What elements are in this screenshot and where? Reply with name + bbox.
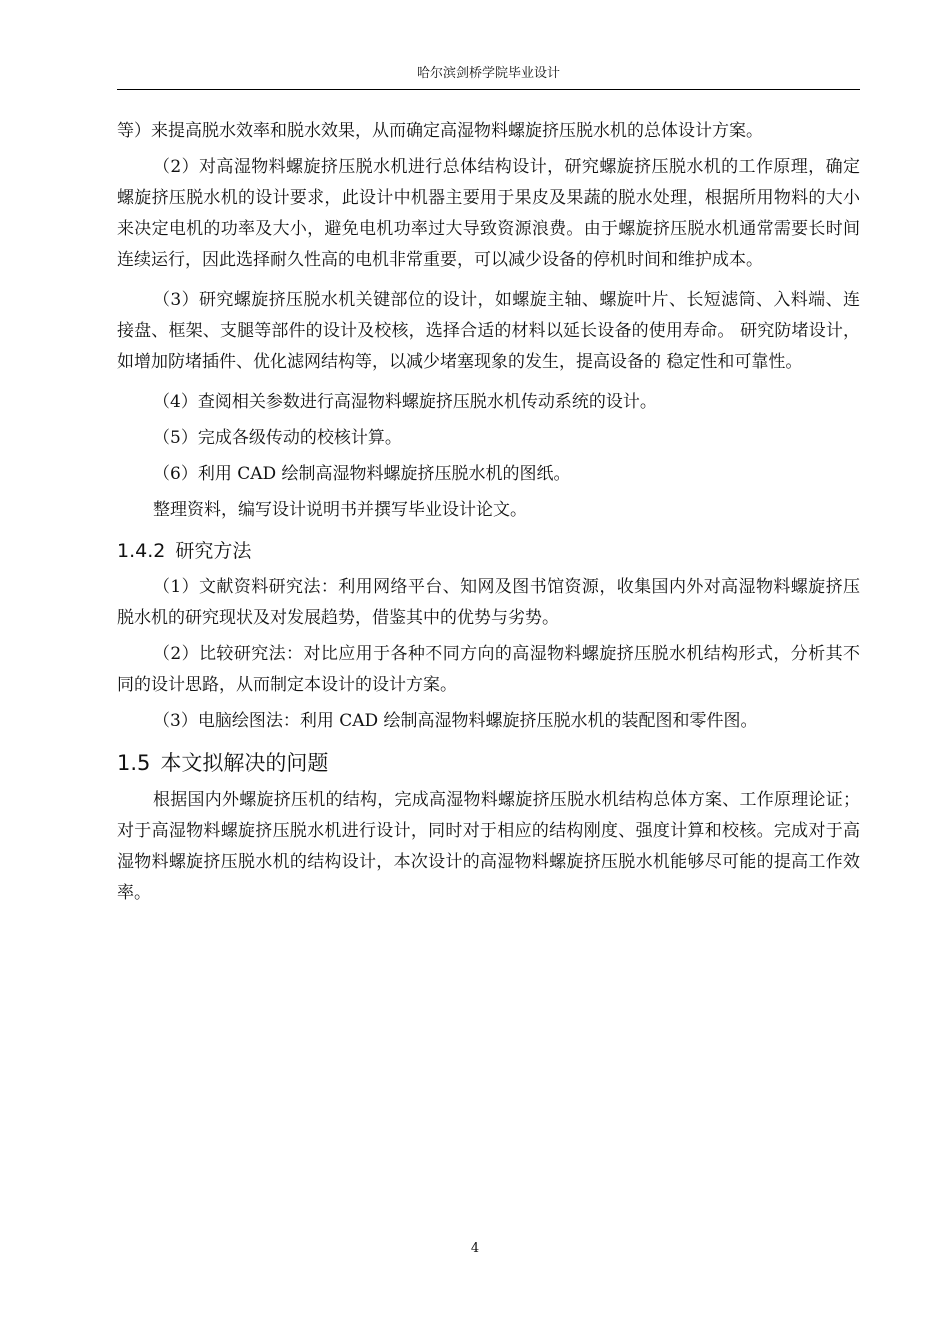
method-item-3: （3）电脑绘图法：利用 CAD 绘制高湿物料螺旋挤压脱水机的装配图和零件图。 xyxy=(153,711,758,731)
paragraph-item-6: （6）利用 CAD 绘制高湿物料螺旋挤压脱水机的图纸。 xyxy=(153,464,571,484)
page-number: 4 xyxy=(470,1241,480,1256)
section-title: 研究方法 xyxy=(175,540,252,562)
header-title: 哈尔滨剑桥学院毕业设计 xyxy=(416,66,560,81)
method-item-2: （2）比较研究法：对比应用于各种不同方向的高湿物料螺旋挤压脱水机结构形式，分析其不同的设计思路，从而制定本设计的设计方案。 xyxy=(117,644,860,695)
paragraph-item-3: （3）研究螺旋挤压脱水机关键部位的设计，如螺旋主轴、螺旋叶片、长短滤筒、入料端、连接盘、框架、支腿等部件的设计及校核，选择合适的材料以延长设备的使用寿命。 研究防堵设计，如增加防堵插件、优化滤网结构等，以减少堵塞现象的发生，提高设备的 稳定性和可靠性。 xyxy=(117,290,860,372)
section-number: 1.4.2 xyxy=(117,540,166,562)
paragraph-item-5: （5）完成各级传动的校核计算。 xyxy=(153,428,402,448)
paragraph-item-4: （4）查阅相关参数进行高湿物料螺旋挤压脱水机传动系统的设计。 xyxy=(153,392,657,412)
section-title: 本文拟解决的问题 xyxy=(160,751,329,775)
section-1-5-body: 根据国内外螺旋挤压机的结构，完成高湿物料螺旋挤压脱水机结构总体方案、工作原理论证；对于高湿物料螺旋挤压脱水机进行设计，同时对于相应的结构刚度、强度计算和校核。完成对于高湿物料螺旋挤压脱水机的结构设计，本次设计的高湿物料螺旋挤压脱水机能够尽可能的提高工作效率。 xyxy=(117,790,860,903)
section-number: 1.5 xyxy=(117,751,151,775)
method-item-1: （1）文献资料研究法：利用网络平台、知网及图书馆资源，收集国内外对高湿物料螺旋挤压脱水机的研究现状及对发展趋势，借鉴其中的优势与劣势。 xyxy=(117,577,860,628)
paragraph-continuation: 等）来提高脱水效率和脱水效果，从而确定高湿物料螺旋挤压脱水机的总体设计方案。 xyxy=(117,121,763,141)
page-body xyxy=(117,116,860,909)
paragraph-item-2: （2）对高湿物料螺旋挤压脱水机进行总体结构设计，研究螺旋挤压脱水机的工作原理，确定螺旋挤压脱水机的设计要求，此设计中机器主要用于果皮及果蔬的脱水处理，根据所用物料的大小来决定电机的功率及大小，避免电机功率过大导致资源浪费。由于螺旋挤压脱水机通常需要长时间连续运行，因此选择耐久性高的电机非常重要，可以减少设备的停机时间和维护成本。 xyxy=(117,157,860,270)
section-heading-1-5 xyxy=(117,746,860,780)
section-heading-1-4-2 xyxy=(117,535,860,567)
page-header xyxy=(117,64,860,90)
paragraph-summary: 整理资料，编写设计说明书并撰写毕业设计论文。 xyxy=(153,500,527,520)
